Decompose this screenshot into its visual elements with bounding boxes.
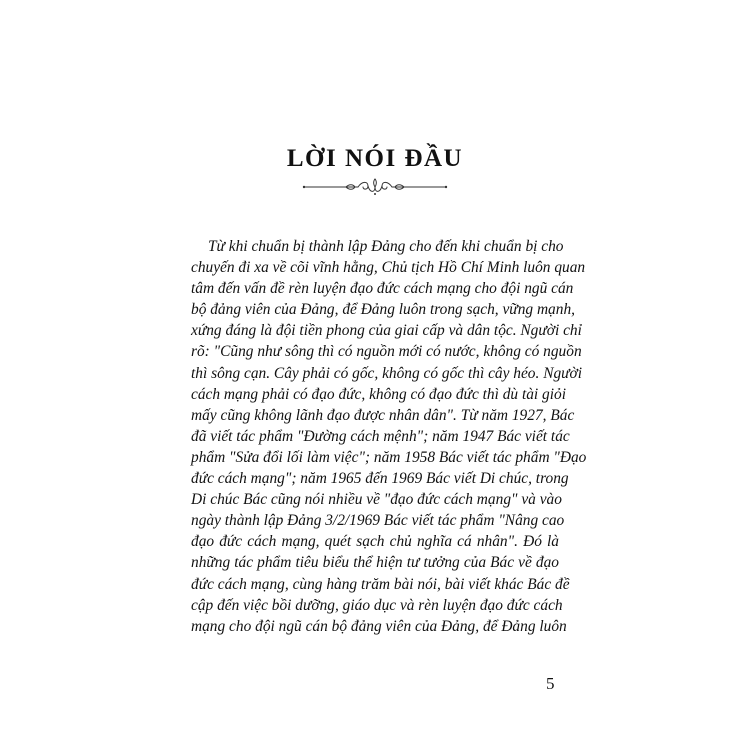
text-line: những tác phẩm tiêu biểu thể hiện tư tưởng của Bác về đạo (191, 554, 559, 572)
text-line: Từ khi chuẩn bị thành lập Đảng cho đến khi chuẩn bị cho (208, 238, 564, 255)
text-line: mạng cho đội ngũ cán bộ đảng viên của Đảng, để Đảng luôn (191, 617, 567, 635)
text-line: tâm đến vấn đề rèn luyện đạo đức cách mạng cho đội ngũ cán (191, 280, 574, 298)
text-line: cách mạng phải có đạo đức, không có đạo đức thì dù tài giỏi (191, 385, 566, 403)
text-line: chuyến đi xa về cõi vĩnh hằng, Chủ tịch Hồ Chí Minh luôn quan (191, 259, 586, 277)
text-line: ngày thành lập Đảng 3/2/1969 Bác viết tác phẩm "Nâng cao (191, 512, 565, 530)
text-line: đức cách mạng, cùng hàng trăm bài nói, bài viết khác Bác đề (191, 575, 570, 593)
text-line: đức cách mạng"; năm 1965 đến 1969 Bác viết Di chúc, trong (191, 470, 569, 488)
text-line: rõ: "Cũng như sông thì có nguồn mới có nước, không có nguồn (191, 343, 582, 361)
text-line: thì sông cạn. Cây phải có gốc, không có gốc thì cây héo. Người (191, 364, 583, 382)
preface-body (191, 236, 587, 637)
text-line: bộ đảng viên của Đảng, để Đảng luôn trong sạch, vững mạnh, (191, 301, 575, 319)
page-title: LỜI NÓI ĐẦU (286, 145, 464, 172)
decorative-scroll-divider-icon (300, 176, 450, 198)
text-line: đã viết tác phẩm "Đường cách mệnh"; năm 1947 Bác viết tác (191, 427, 570, 445)
page-number: 5 (546, 674, 555, 693)
text-line: xứng đáng là đội tiền phong của giai cấp và dân tộc. Người chỉ (191, 322, 582, 340)
text-line: phẩm "Sửa đổi lối làm việc"; năm 1958 Bác viết tác phẩm "Đạo (191, 448, 587, 466)
text-line: mấy cũng không lãnh đạo được nhân dân". Từ năm 1927, Bác (191, 406, 575, 424)
text-line: đạo đức cách mạng, quét sạch chủ nghĩa cá nhân". Đó là (191, 533, 559, 551)
text-line: Di chúc Bác cũng nói nhiều về "đạo đức cách mạng" và vào (191, 491, 562, 509)
text-line: cập đến việc bồi dưỡng, giáo dục và rèn luyện đạo đức cách (191, 596, 563, 614)
